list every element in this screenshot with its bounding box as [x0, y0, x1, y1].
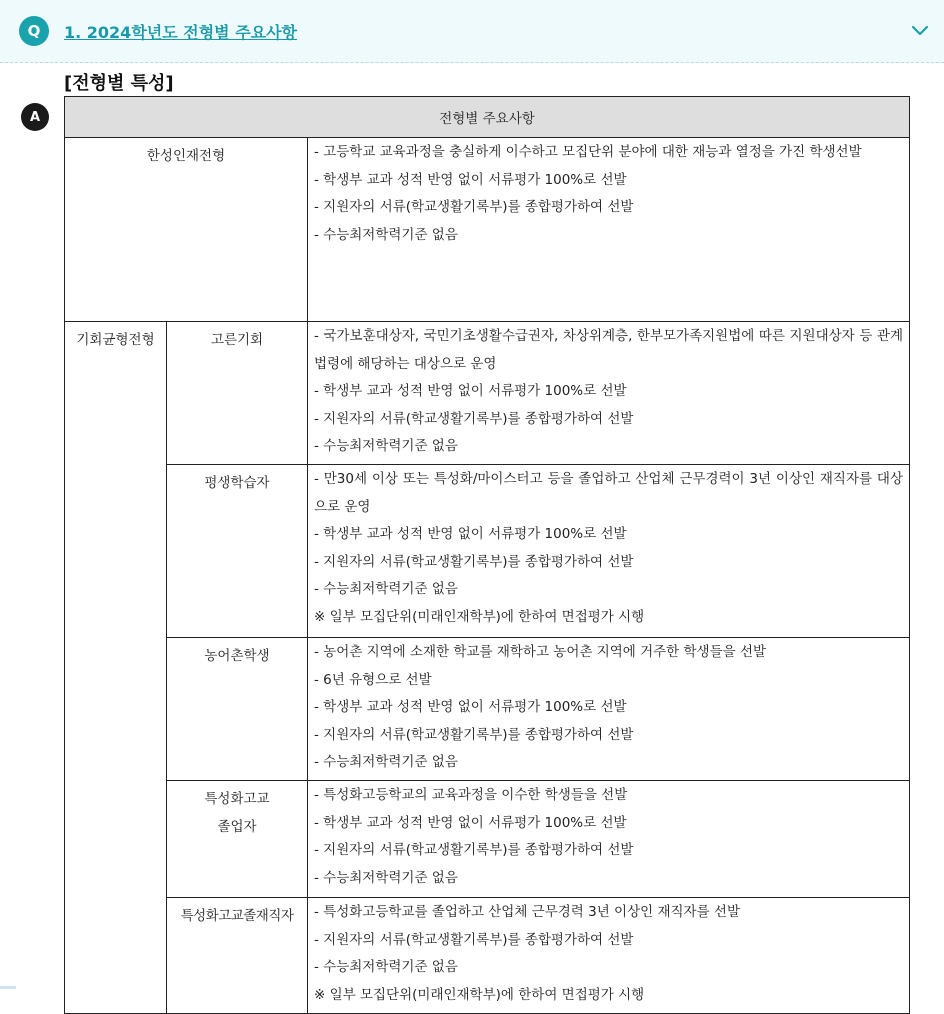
description-line: - 학생부 교과 성적 반영 없이 서류평가 100%로 선발 — [314, 694, 903, 722]
description-line: - 만30세 이상 또는 특성화/마이스터고 등을 졸업하고 산업체 근무경력이 3년 이상인 재직자를 대상으로 운영 — [314, 466, 903, 521]
section-title: [전형별 특성] — [64, 69, 174, 95]
row-name: 농어촌학생 — [167, 638, 308, 781]
description-line: - 수능최저학력기준 없음 — [314, 954, 903, 982]
question-title-link[interactable]: 1. 2024학년도 전형별 주요사항 — [64, 20, 297, 43]
description-line: - 지원자의 서류(학교생활기록부)를 종합평가하여 선발 — [314, 549, 903, 577]
row-name: 평생학습자 — [167, 465, 308, 638]
row-name — [167, 781, 308, 898]
description-line: - 수능최저학력기준 없음 — [314, 749, 903, 777]
description-line: - 지원자의 서류(학교생활기록부)를 종합평가하여 선발 — [314, 194, 903, 222]
faq-question-header[interactable] — [0, 0, 944, 63]
description-line: - 국가보훈대상자, 국민기초생활수급권자, 차상위계층, 한부모가족지원법에 따른 지원대상자 등 관계 법령에 해당하는 대상으로 운영 — [314, 323, 903, 378]
table-row — [65, 898, 910, 1014]
row-description — [308, 638, 910, 781]
row-name: 한성인재전형 — [65, 138, 308, 322]
description-line: - 수능최저학력기준 없음 — [314, 433, 903, 461]
description-line: - 농어촌 지역에 소재한 학교를 재학하고 농어촌 지역에 거주한 학생들을 선발 — [314, 639, 903, 667]
table-header: 전형별 주요사항 — [65, 97, 910, 138]
row-name-line: 졸업자 — [171, 814, 303, 842]
row-name: 특성화고교졸재직자 — [167, 898, 308, 1014]
description-line: - 지원자의 서류(학교생활기록부)를 종합평가하여 선발 — [314, 722, 903, 750]
row-description — [308, 465, 910, 638]
table-row — [65, 781, 910, 898]
description-line: - 학생부 교과 성적 반영 없이 서류평가 100%로 선발 — [314, 378, 903, 406]
description-line: - 수능최저학력기준 없음 — [314, 222, 903, 250]
description-line: - 지원자의 서류(학교생활기록부)를 종합평가하여 선발 — [314, 837, 903, 865]
description-line: - 지원자의 서류(학교생활기록부)를 종합평가하여 선발 — [314, 927, 903, 955]
table-row — [65, 138, 910, 322]
description-line: - 특성화고등학교를 졸업하고 산업체 근무경력 3년 이상인 재직자를 선발 — [314, 899, 903, 927]
answer-badge: A — [21, 103, 49, 131]
description-line: - 학생부 교과 성적 반영 없이 서류평가 100%로 선발 — [314, 810, 903, 838]
description-line: ※ 일부 모집단위(미래인재학부)에 한하여 면접평가 시행 — [314, 982, 903, 1010]
row-description — [308, 322, 910, 465]
table-row — [65, 638, 910, 781]
row-description — [308, 138, 910, 322]
row-description — [308, 898, 910, 1014]
description-line: - 특성화고등학교의 교육과정을 이수한 학생들을 선발 — [314, 782, 903, 810]
row-name: 고른기회 — [167, 322, 308, 465]
row-name-line: 특성화고교 — [171, 786, 303, 814]
description-line: - 지원자의 서류(학교생활기록부)를 종합평가하여 선발 — [314, 406, 903, 434]
description-line: - 수능최저학력기준 없음 — [314, 576, 903, 604]
description-line: - 학생부 교과 성적 반영 없이 서류평가 100%로 선발 — [314, 167, 903, 195]
description-line: - 6년 유형으로 선발 — [314, 667, 903, 695]
admission-info-table — [64, 96, 910, 1014]
row-description — [308, 781, 910, 898]
description-line: - 고등학교 교육과정을 충실하게 이수하고 모집단위 분야에 대한 재능과 열정을 가진 학생선발 — [314, 139, 903, 167]
table-row — [65, 465, 910, 638]
description-line: - 학생부 교과 성적 반영 없이 서류평가 100%로 선발 — [314, 521, 903, 549]
description-line: ※ 일부 모집단위(미래인재학부)에 한하여 면접평가 시행 — [314, 604, 903, 632]
table-row — [65, 322, 910, 465]
group-name: 기회균형전형 — [65, 322, 167, 1014]
chevron-down-icon[interactable] — [910, 21, 930, 41]
table-header-row — [65, 97, 910, 138]
question-badge: Q — [19, 16, 49, 46]
description-line: - 수능최저학력기준 없음 — [314, 865, 903, 893]
